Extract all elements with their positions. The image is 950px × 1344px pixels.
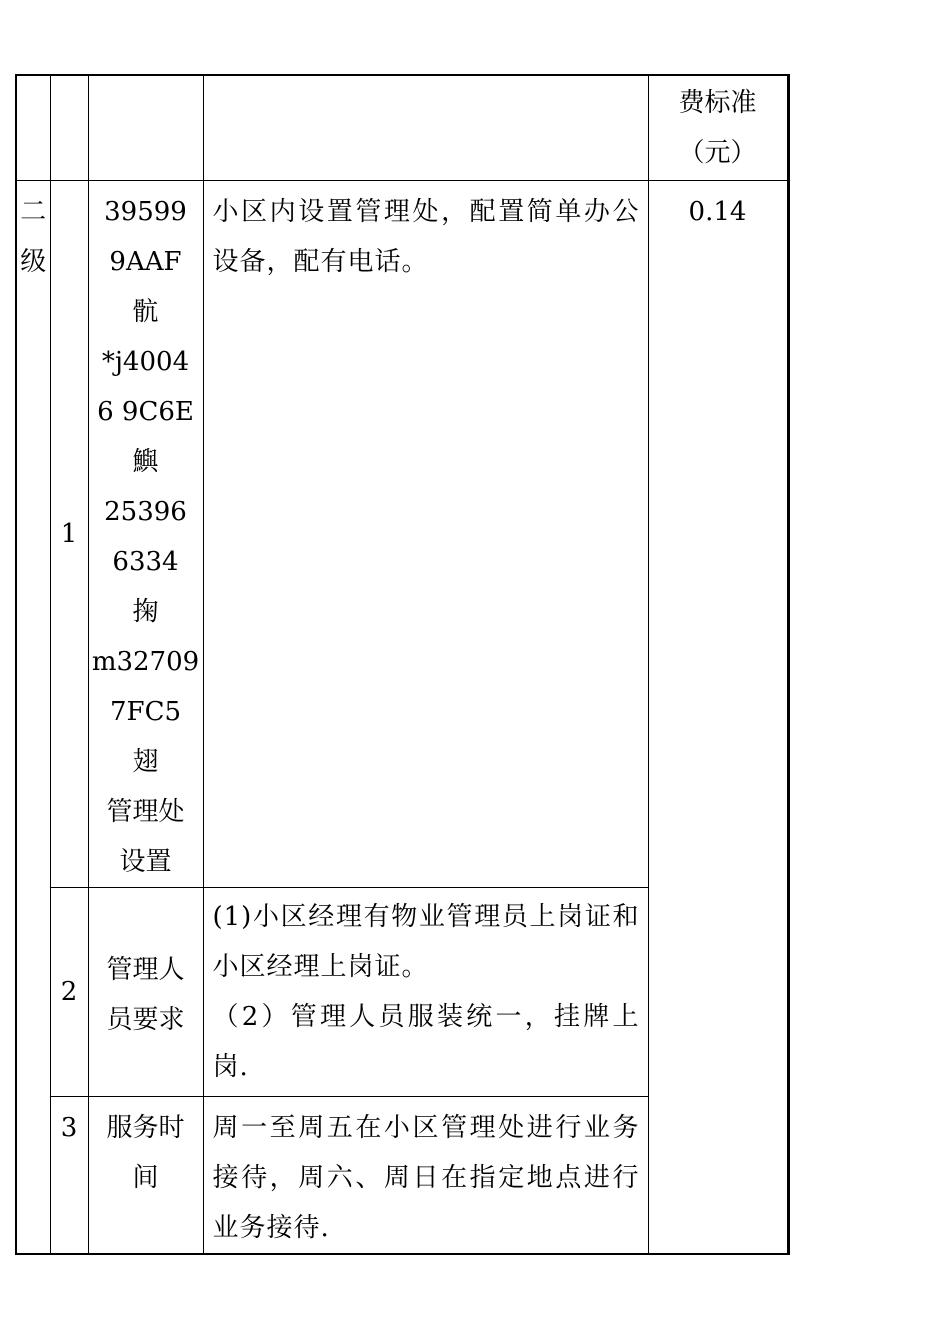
service-standard-table xyxy=(15,74,790,1255)
header-cell-content xyxy=(203,75,648,181)
service-standard-table-page xyxy=(15,74,787,1243)
header-cell-fee xyxy=(648,75,788,181)
row-index: 2 xyxy=(50,888,88,1097)
item-line: 6 9C6E xyxy=(97,397,194,427)
item-cell xyxy=(88,181,203,888)
item-line: 掬 xyxy=(132,597,159,627)
item-line: 9AAF xyxy=(109,247,182,277)
content-cell xyxy=(203,888,648,1097)
item-line: *j4004 xyxy=(101,347,190,377)
item-line: 翅 xyxy=(132,747,159,777)
fee-cell: 0.14 xyxy=(648,181,788,1255)
item-line: 6334 xyxy=(112,547,179,577)
row-index: 3 xyxy=(50,1097,88,1255)
header-cell-level xyxy=(16,75,50,181)
item-line: 39599 xyxy=(104,197,187,227)
item-line: 骯 xyxy=(132,297,159,327)
header-cell-index xyxy=(50,75,88,181)
level-cell: 二级 xyxy=(16,181,50,1255)
table-header-row xyxy=(16,75,788,181)
item-line: 25396 xyxy=(104,497,187,527)
content-cell xyxy=(203,1097,648,1255)
item-line: m32709 xyxy=(91,647,200,677)
item-cell xyxy=(88,1097,203,1255)
item-line: 管理处 xyxy=(106,797,185,827)
item-line: 7FC5 xyxy=(109,697,182,727)
item-line: 设置 xyxy=(119,847,172,877)
table-row xyxy=(16,181,788,888)
content-paragraph: 小区内设置管理处，配置简单办公设备，配有电话。 xyxy=(212,197,640,277)
content-paragraph: (1)小区经理有物业管理员上岗证和小区经理上岗证。 xyxy=(212,902,640,982)
item-line: 管理人 xyxy=(106,955,185,985)
item-line: 服务时 xyxy=(106,1113,185,1143)
item-line: 鱮 xyxy=(132,447,159,477)
row-index: 1 xyxy=(50,181,88,888)
content-paragraph: （2）管理人员服装统一，挂牌上岗. xyxy=(212,1002,640,1082)
fee-header-line2: （元） xyxy=(678,138,757,168)
item-line: 间 xyxy=(132,1163,159,1193)
content-paragraph: 周一至周五在小区管理处进行业务接待，周六、周日在指定地点进行业务接待. xyxy=(212,1113,640,1243)
fee-header-line1: 费标准 xyxy=(678,88,757,118)
content-cell xyxy=(203,181,648,888)
header-cell-item xyxy=(88,75,203,181)
item-cell xyxy=(88,888,203,1097)
item-line: 员要求 xyxy=(106,1005,185,1035)
